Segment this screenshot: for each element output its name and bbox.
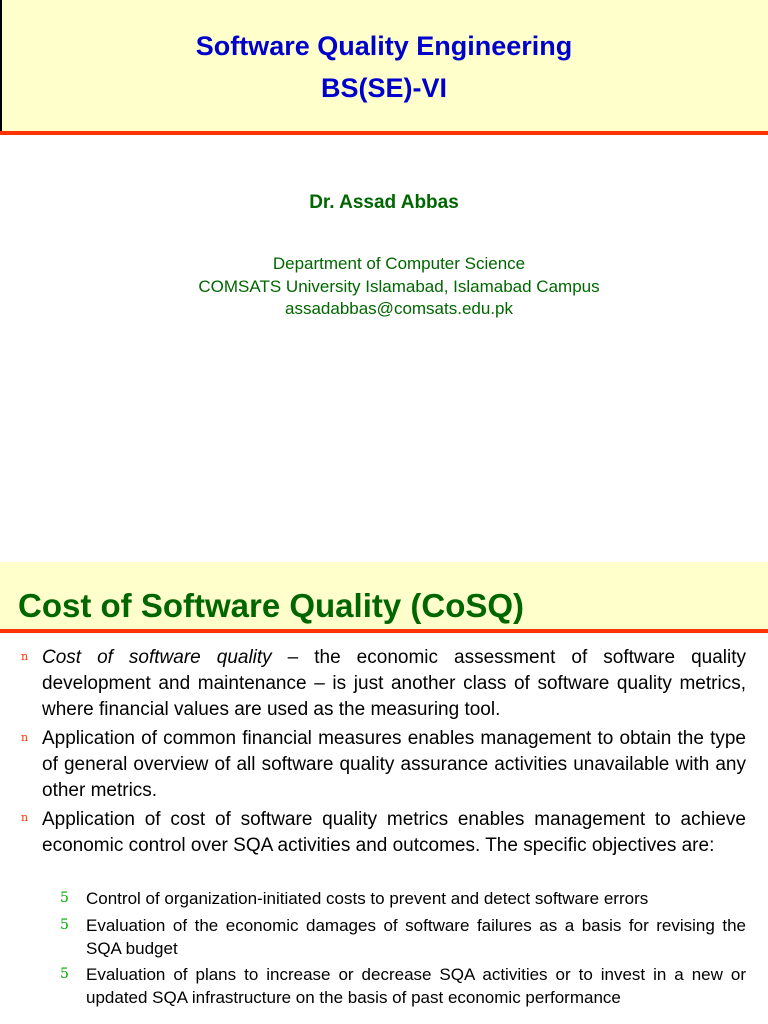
bullet-marker: n xyxy=(21,811,29,824)
slide-title: Cost of Software Quality (CoSQ) xyxy=(18,587,525,624)
content-slide xyxy=(0,562,768,1024)
author-name: Dr. Assad Abbas xyxy=(309,192,459,213)
department: Department of Computer Science xyxy=(272,254,526,273)
course-code: BS(SE)-VI xyxy=(320,73,447,103)
sub-bullet-marker: 5 xyxy=(60,966,69,982)
bullet-2: Application of common financial measures enables management to obtain the type of general overview of all software quality assurance activities unavailable with any other metrics. xyxy=(42,728,746,801)
bullet-1-text: – the economic assessment of software quality development and maintenance – is just another class of software quality metrics, where financial values are used as the measuring tool. xyxy=(42,647,746,720)
sub-bullet-marker: 5 xyxy=(60,917,69,933)
header-divider xyxy=(0,131,768,135)
course-title: Software Quality Engineering xyxy=(195,31,573,61)
sub-bullet-marker: 5 xyxy=(60,890,69,906)
bullet-marker: n xyxy=(21,650,29,663)
sub-bullet-3: Evaluation of plans to increase or decrease SQA activities or to invest in a new or updated SQA infrastructure on the basis of past economic performance xyxy=(86,965,746,1007)
sub-bullet-1: Control of organization-initiated costs to prevent and detect software errors xyxy=(86,889,649,908)
email-address: assadabbas@comsats.edu.pk xyxy=(285,299,513,318)
bullet-marker: n xyxy=(21,731,29,744)
slide-header-band xyxy=(0,0,768,131)
sub-bullet-2: Evaluation of the economic damages of software failures as a basis for revising the SQA budget xyxy=(86,916,746,958)
bullet-1 xyxy=(42,645,746,723)
bullet-3: Application of cost of software quality metrics enables management to achieve economic control over SQA activities and outcomes. The specific objectives are: xyxy=(42,809,746,856)
bullet-1-term: Cost of software quality xyxy=(42,647,272,668)
university: COMSATS University Islamabad, Islamabad Campus xyxy=(198,277,600,296)
header-divider xyxy=(0,629,768,633)
